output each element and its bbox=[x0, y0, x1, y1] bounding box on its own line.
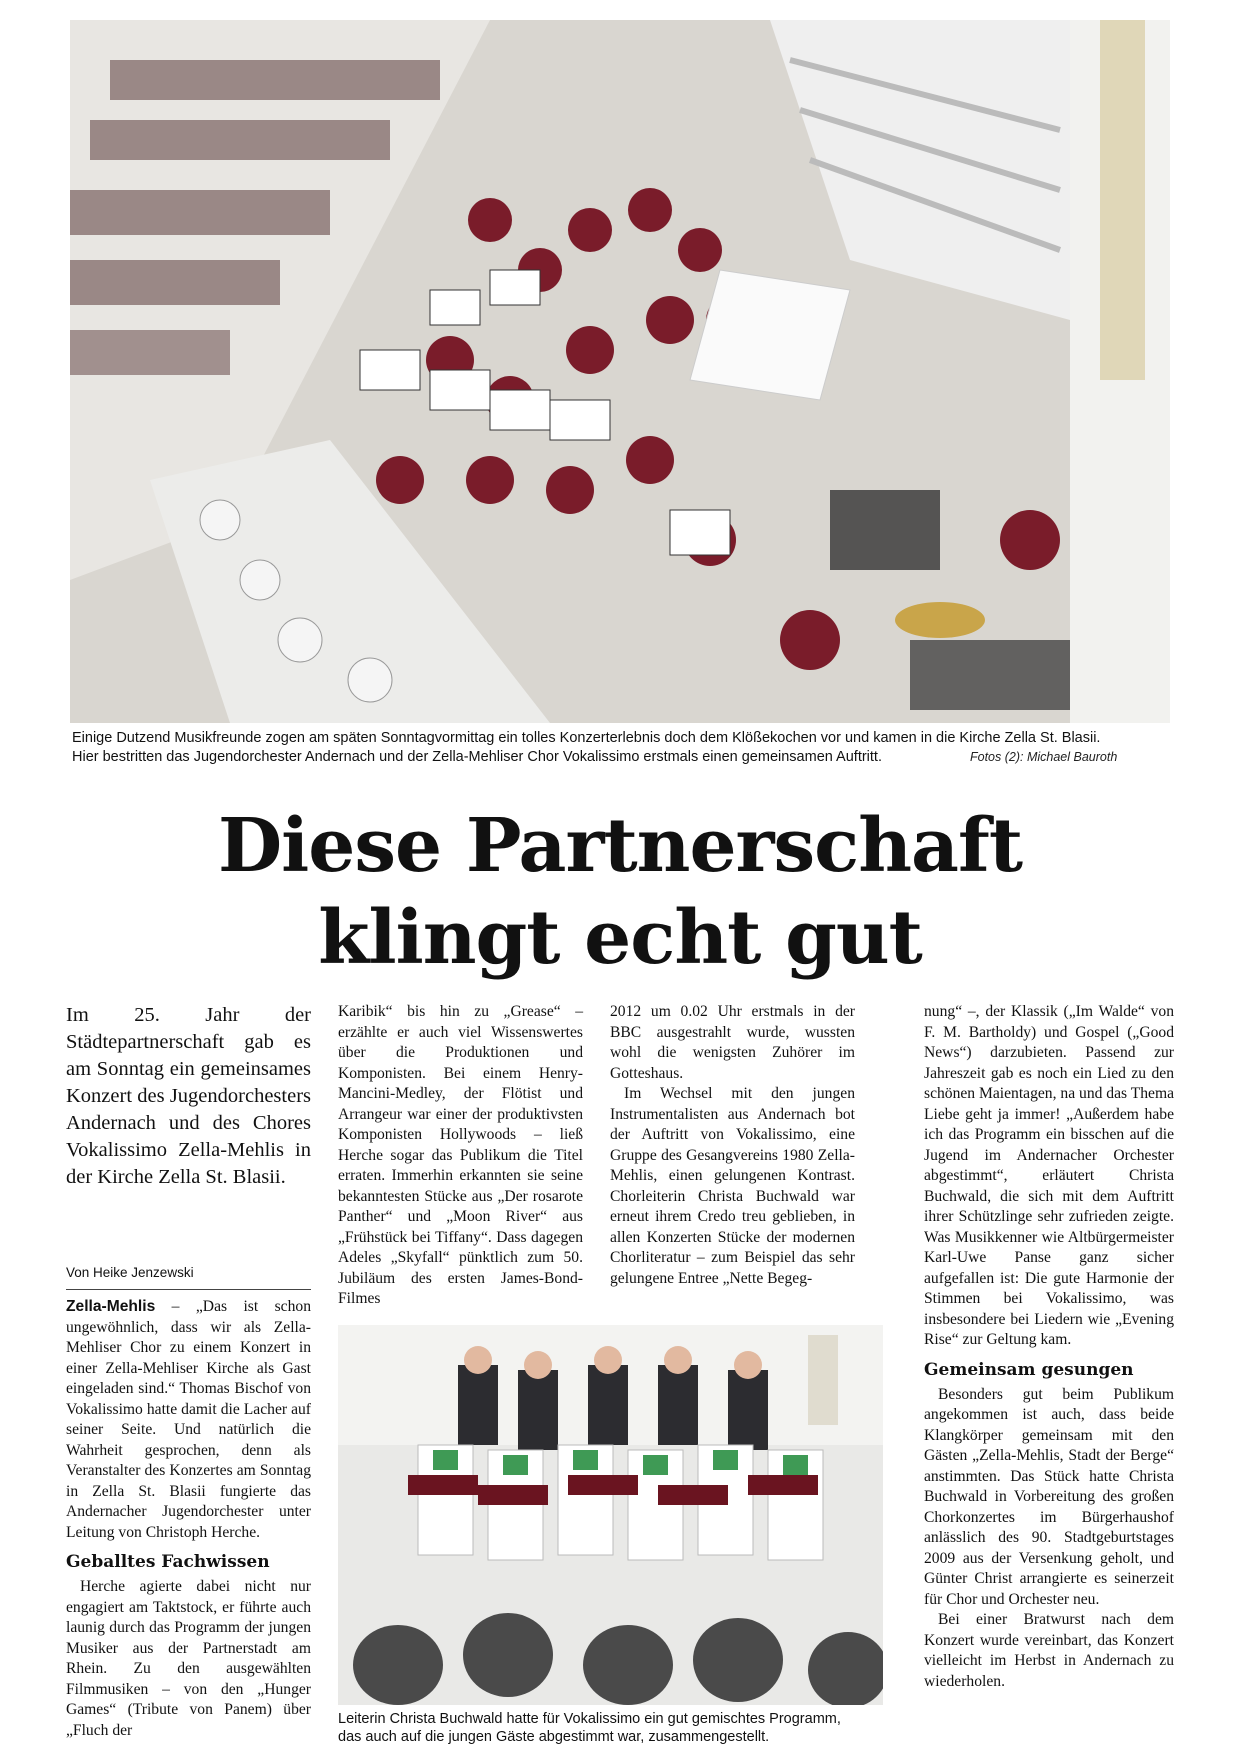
paragraph: Karibik“ bis hin zu „Grease“ – erzählte er auch viel Wissenswertes über die Produktionen und Komponisten. Bei einem Henry-Mancini-Medley, der Flötist und Arrangeur war einer der produktivsten Komponisten Hollywoods – ließ Herche sogar das Publikum die Titel erraten. Immerhin erkannten sie seine bekanntesten Stücke aus „Der rosarote Panther“ und „Moon River“ aus „Frühstück bei Tiffany“. Dass dagegen Adeles „Skyfall“ pünktlich zum 50. Jubiläum des ersten James-Bond-Filmes bbox=[338, 1003, 583, 1307]
dateline: Zella-Mehlis bbox=[66, 1298, 156, 1315]
column-2 bbox=[338, 1002, 583, 1310]
paragraph: Im Wechsel mit den jungen Instrumentalisten aus Andernach bot der Auftritt von Vokalissimo, eine Gruppe des Gesangvereins 1980 Zella-Mehlis, einen gelungenen Kontrast. Chorleiterin Christa Buchwald war erneut ihrem Credo treu geblieben, in allen Konzerten Stücke der modernen Chorliteratur – zum Beispiel das sehr gelungene Entree „Nette Begeg- bbox=[610, 1085, 855, 1287]
paragraph: 2012 um 0.02 Uhr erstmals in der BBC ausgestrahlt wurde, wussten wohl die wenigsten Zuhörer im Gotteshaus. bbox=[610, 1003, 855, 1082]
concert-photo bbox=[70, 20, 1170, 723]
paragraph bbox=[66, 1297, 311, 1543]
byline-rule bbox=[66, 1289, 311, 1290]
column-1 bbox=[66, 1297, 311, 1741]
lead-paragraph: Im 25. Jahr der Städtepartnerschaft gab es am Sonntag ein gemeinsames Konzert des Jugendorchesters Andernach und des Chores Vokalissimo Zella-Mehlis in der Kirche Zella St. Blasii. bbox=[66, 1004, 311, 1188]
headline-line-1: Diese Partnerschaft bbox=[218, 803, 1022, 889]
headline-line-2: klingt echt gut bbox=[318, 895, 922, 981]
bottom-photo-caption bbox=[338, 1710, 898, 1746]
byline: Von Heike Jenzewski bbox=[66, 1265, 194, 1280]
subheading: Geballtes Fachwissen bbox=[66, 1552, 270, 1572]
headline bbox=[0, 800, 1240, 984]
caption-line: Leiterin Christa Buchwald hatte für Vokalissimo ein gut gemischtes Programm, bbox=[338, 1711, 841, 1727]
caption-line: Einige Dutzend Musikfreunde zogen am späten Sonntagvormittag ein tolles Konzerterlebnis doch dem Klößekochen vor und kamen in die Kirche Zella St. Blasii. bbox=[72, 730, 1101, 746]
photo-credit: Fotos (2): Michael Bauroth bbox=[970, 750, 1118, 764]
caption-line: Hier bestritten das Jugendorchester Andernach und der Zella-Mehliser Chor Vokalissimo erstmals einen gemeinsamen Auftritt. bbox=[72, 749, 882, 765]
subheading: Gemeinsam gesungen bbox=[924, 1359, 1134, 1380]
column-3 bbox=[610, 1002, 855, 1289]
paragraph: Besonders gut beim Publikum angekommen ist auch, dass beide Klangkörper gemeinsam mit den Gästen „Zella-Mehlis, Stadt der Berge“ anstimmten. Das Stück hatte Christa Buchwald in Vorbereitung des großen Chorkonzertes im Bürgerhaushof anlässlich des 90. Stadtgeburtstages 2009 aus der Versenkung geholt, und Günter Christ arrangierte es seinerzeit für Chor und Orchester neu. bbox=[924, 1385, 1174, 1608]
column-4 bbox=[924, 1002, 1174, 1692]
paragraph-text: – „Das ist schon ungewöhnlich, dass wir als Zella-Mehliser Chor zu einem Konzert in einer Zella-Mehliser Kirche als Gast eingeladen sind.“ Thomas Bischof von Vokalissimo hatte damit die Lacher auf seiner Seite. Und natürlich die Wahrheit gesprochen, denn als Veranstalter des Konzertes am Sonntag in Zella St. Blasii fungierte das Andernacher Jugendorchester unter Leitung von Christoph Herche. bbox=[66, 1298, 311, 1541]
paragraph: Bei einer Bratwurst nach dem Konzert wurde vereinbart, das Konzert vielleicht im Herbst in Andernach zu wiederholen. bbox=[924, 1611, 1174, 1690]
paragraph: Herche agierte dabei nicht nur engagiert am Taktstock, er führte auch launig durch das Programm der jungen Musiker aus der Partnerstadt am Rhein. Zu den ausgewählten Filmmusiken – von den „Hunger Games“ (Tribute von Panem) über „Fluch der bbox=[66, 1578, 311, 1739]
paragraph: nung“ –, der Klassik („Im Walde“ von F. M. Bartholdy) und Gospel („Good News“) darzubieten. Passend zur Jahreszeit gab es noch ein Lied zu den schönen Maientagen, na und das Thema Liebe geht ja immer! „Außerdem habe ich das Programm ein bisschen auf die Jugend im Andernacher Orchester abgestimmt“, erläutert Christa Buchwald, die sich mit dem Auftritt ihrer Schützlinge sehr zufrieden zeigte. Was Musikkenner wie Altbürgermeister Karl-Uwe Panse ganz sicher aufgefallen ist: Die gute Harmonie der Stimmen bei Vokalissimo, was insbesondere bei Liedern wie „Evening Rise“ zur Geltung kam. bbox=[924, 1003, 1175, 1348]
caption-line: das auch auf die jungen Gäste abgestimmt war, zusammengestellt. bbox=[338, 1729, 770, 1745]
choir-photo bbox=[338, 1325, 883, 1705]
